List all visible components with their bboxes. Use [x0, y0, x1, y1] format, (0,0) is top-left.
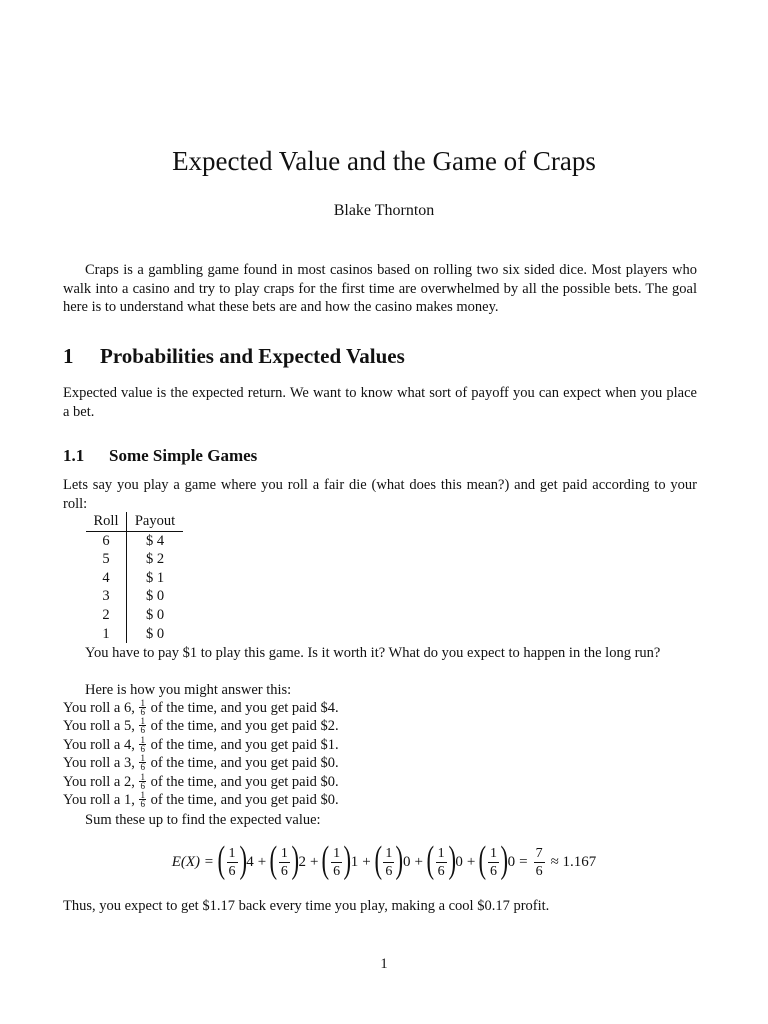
- left-paren: (: [426, 839, 435, 881]
- table-row: [86, 606, 183, 625]
- table-cell-payout: $ 4: [145, 532, 165, 549]
- table-cell-roll: 5: [86, 550, 127, 569]
- fraction-denominator: 6: [140, 725, 145, 736]
- term-operator: =: [519, 853, 528, 870]
- roll-suffix: of the time, and you get paid $2.: [150, 718, 339, 734]
- fraction: [139, 791, 146, 808]
- roll-line: [63, 717, 697, 736]
- fraction: [383, 845, 394, 880]
- table-header-row: [86, 512, 183, 531]
- section-title: Probabilities and Expected Values: [100, 344, 405, 368]
- expected-value-equation: [0, 839, 768, 882]
- table-cell-roll: 1: [86, 625, 127, 644]
- fraction-numerator: 1: [140, 716, 145, 727]
- conclusion-paragraph: Thus, you expect to get $1.17 back every time you play, making a cool $0.17 profit.: [63, 898, 550, 914]
- table-cell-payout: $ 1: [145, 569, 165, 586]
- table-cell-payout: $ 0: [145, 606, 165, 623]
- fraction-numerator: 1: [140, 790, 145, 801]
- fraction-numerator: 1: [140, 772, 145, 783]
- term-multiplier: 1: [350, 853, 359, 870]
- roll-prefix: You roll a 4,: [63, 737, 135, 753]
- document-title: Expected Value and the Game of Craps: [172, 146, 596, 176]
- roll-suffix: of the time, and you get paid $1.: [150, 737, 339, 753]
- section-intro-paragraph: Expected value is the expected return. We want to know what sort of payoff you can expect when you place a bet.: [63, 385, 697, 420]
- fraction: [139, 773, 146, 790]
- right-paren: ): [500, 839, 509, 881]
- payout-table: [86, 512, 183, 643]
- roll-line: [63, 754, 697, 773]
- fraction: [331, 845, 342, 880]
- roll-line: [63, 736, 697, 755]
- fraction-denominator: 6: [437, 863, 445, 879]
- equation-approx: ≈ 1.167: [550, 853, 597, 870]
- term-multiplier: 0: [455, 853, 463, 870]
- table-header-payout: Payout: [127, 512, 184, 531]
- left-paren: (: [269, 839, 278, 881]
- equation-term: [478, 839, 531, 881]
- table-cell-payout: $ 2: [145, 551, 165, 568]
- right-paren: ): [239, 839, 247, 881]
- term-operator: +: [414, 853, 423, 870]
- roll-prefix: You roll a 3,: [63, 755, 135, 771]
- table-row: [86, 531, 183, 550]
- equation-lhs: E(X) =: [171, 853, 214, 870]
- table-row: [86, 587, 183, 606]
- table-cell-payout: $ 0: [145, 625, 165, 642]
- fraction-numerator: 1: [140, 735, 145, 746]
- equation-term: [217, 839, 270, 881]
- equation-term: [269, 839, 322, 881]
- fraction-denominator: 6: [228, 863, 236, 879]
- roll-suffix: of the time, and you get paid $0.: [150, 792, 339, 808]
- right-paren: ): [291, 839, 299, 881]
- subsection-number: 1.1: [63, 446, 85, 465]
- fraction: [279, 845, 290, 880]
- answer-intro: Here is how you might answer this:: [85, 682, 292, 698]
- table-cell-roll: 3: [86, 587, 127, 606]
- term-multiplier: 0: [403, 853, 411, 870]
- fraction-numerator: 1: [333, 845, 341, 861]
- fraction-denominator: 6: [489, 863, 497, 879]
- left-paren: (: [321, 839, 330, 881]
- subsection-intro-paragraph: Lets say you play a game where you roll a fair die (what does this mean?) and get paid according to your roll:: [63, 477, 697, 512]
- fraction: [436, 845, 447, 880]
- term-multiplier: 0: [507, 853, 516, 870]
- roll-suffix: of the time, and you get paid $0.: [150, 774, 339, 790]
- term-operator: +: [362, 853, 371, 870]
- fraction-denominator: 6: [280, 863, 288, 879]
- equation-term: [374, 839, 427, 881]
- sum-intro: Sum these up to find the expected value:: [85, 812, 321, 828]
- fraction-numerator: 1: [140, 698, 145, 709]
- roll-line: [63, 699, 697, 718]
- fraction: [139, 736, 146, 753]
- fraction: [139, 754, 146, 771]
- page-number: 1: [380, 956, 388, 972]
- table-row: [86, 625, 183, 644]
- left-paren: (: [374, 839, 382, 881]
- fraction-numerator: 1: [140, 753, 145, 764]
- left-paren: (: [478, 839, 487, 881]
- fraction-numerator: 7: [535, 845, 543, 861]
- table-header-roll: Roll: [86, 512, 127, 531]
- fraction-numerator: 1: [489, 845, 497, 861]
- right-paren: ): [343, 839, 352, 881]
- right-paren: ): [395, 839, 404, 881]
- fraction-denominator: 6: [140, 781, 145, 792]
- fraction-numerator: 1: [280, 845, 288, 861]
- roll-prefix: You roll a 1,: [63, 792, 135, 808]
- fraction-numerator: 1: [228, 845, 236, 861]
- roll-suffix: of the time, and you get paid $4.: [150, 700, 339, 716]
- table-cell-payout: $ 0: [145, 588, 165, 605]
- left-paren: (: [217, 839, 225, 881]
- fraction: [139, 699, 146, 716]
- subsection-title: Some Simple Games: [109, 446, 258, 465]
- term-operator: +: [257, 853, 267, 870]
- result-fraction: [534, 845, 545, 880]
- fraction-numerator: 1: [385, 845, 393, 861]
- equation-term: [321, 839, 374, 881]
- section-number: 1: [63, 344, 74, 368]
- roll-prefix: You roll a 6,: [63, 700, 135, 716]
- fraction-denominator: 6: [385, 863, 393, 879]
- fraction-denominator: 6: [140, 707, 145, 718]
- fraction-numerator: 1: [437, 845, 445, 861]
- table-row: [86, 569, 183, 588]
- fraction: [139, 717, 146, 734]
- section-heading: [63, 344, 405, 369]
- fraction-denominator: 6: [140, 744, 145, 755]
- table-cell-roll: 4: [86, 569, 127, 588]
- term-multiplier: 2: [298, 853, 306, 870]
- term-operator: +: [309, 853, 319, 870]
- question-paragraph: You have to pay $1 to play this game. Is it worth it? What do you expect to happen in the long run?: [85, 645, 661, 661]
- equation-term: [426, 839, 479, 881]
- abstract-paragraph: Craps is a gambling game found in most casinos based on rolling two six sided dice. Most players who walk into a casino and try to play craps for the first time are overwhelmed by all the possible bets. The goal here is to understand what these bets are and how the casino makes money.: [63, 262, 697, 316]
- term-multiplier: 4: [246, 853, 254, 870]
- roll-suffix: of the time, and you get paid $0.: [150, 755, 339, 771]
- right-paren: ): [448, 839, 456, 881]
- fraction-denominator: 6: [140, 799, 145, 810]
- roll-line: [63, 791, 697, 810]
- roll-line: [63, 773, 697, 792]
- fraction-denominator: 6: [535, 863, 543, 879]
- subsection-heading: [63, 446, 257, 466]
- term-operator: +: [466, 853, 476, 870]
- roll-prefix: You roll a 2,: [63, 774, 135, 790]
- table-cell-roll: 6: [86, 531, 127, 550]
- fraction-denominator: 6: [140, 762, 145, 773]
- fraction-denominator: 6: [333, 863, 341, 879]
- fraction: [488, 845, 499, 880]
- fraction: [227, 845, 238, 880]
- table-row: [86, 550, 183, 569]
- table-cell-roll: 2: [86, 606, 127, 625]
- roll-prefix: You roll a 5,: [63, 718, 135, 734]
- document-author: Blake Thornton: [333, 202, 435, 219]
